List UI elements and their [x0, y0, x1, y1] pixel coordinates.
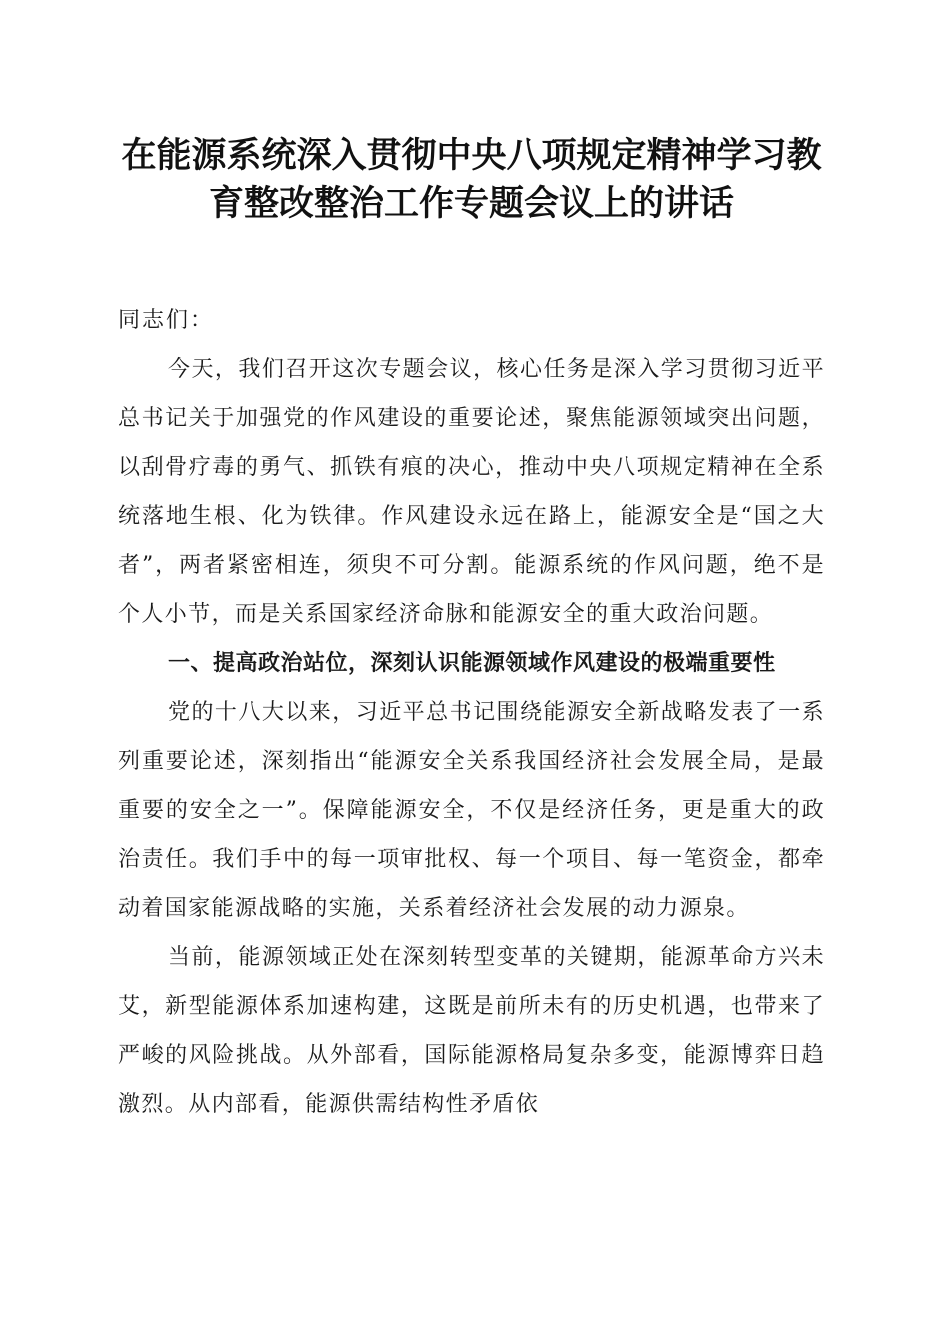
document-title — [118, 132, 825, 228]
paragraph-energy-security: 党的十八大以来，习近平总书记围绕能源安全新战略发表了一系列重要论述，深刻指出“能源安全关系我国经济社会发展全局，是最重要的安全之一”。保障能源安全，不仅是经济任务，更是重大的政治责任。我们手中的每一项审批权、每一个项目、每一笔资金，都牵动着国家能源战略的实施，关系着经济社会发展的动力源泉。 — [118, 700, 825, 921]
paragraph-opening: 今天，我们召开这次专题会议，核心任务是深入学习贯彻习近平总书记关于加强党的作风建设的重要论述，聚焦能源领域突出问题，以刮骨疗毒的勇气、抓铁有痕的决心，推动中央八项规定精神在全系统落地生根、化为铁律。作风建设永远在路上，能源安全是“国之大者”，两者紧密相连，须臾不可分割。能源系统的作风问题，绝不是个人小节，而是关系国家经济命脉和能源安全的重大政治问题。 — [118, 357, 825, 627]
title-line-1: 在能源系统深入贯彻中央八项规定精神学习教 — [121, 136, 822, 176]
salutation: 同志们： — [118, 308, 215, 333]
title-line-2: 育整改整治工作专题会议上的讲话 — [208, 184, 734, 224]
document-page — [118, 132, 825, 1129]
section-heading-1: 一、提高政治站位，深刻认识能源领域作风建设的极端重要性 — [168, 651, 776, 676]
paragraph-current-situation: 当前，能源领域正处在深刻转型变革的关键期，能源革命方兴未艾，新型能源体系加速构建，这既是前所未有的历史机遇，也带来了严峻的风险挑战。从外部看，国际能源格局复杂多变，能源博弈日趋激烈。从内部看，能源供需结构性矛盾依 — [118, 945, 825, 1117]
